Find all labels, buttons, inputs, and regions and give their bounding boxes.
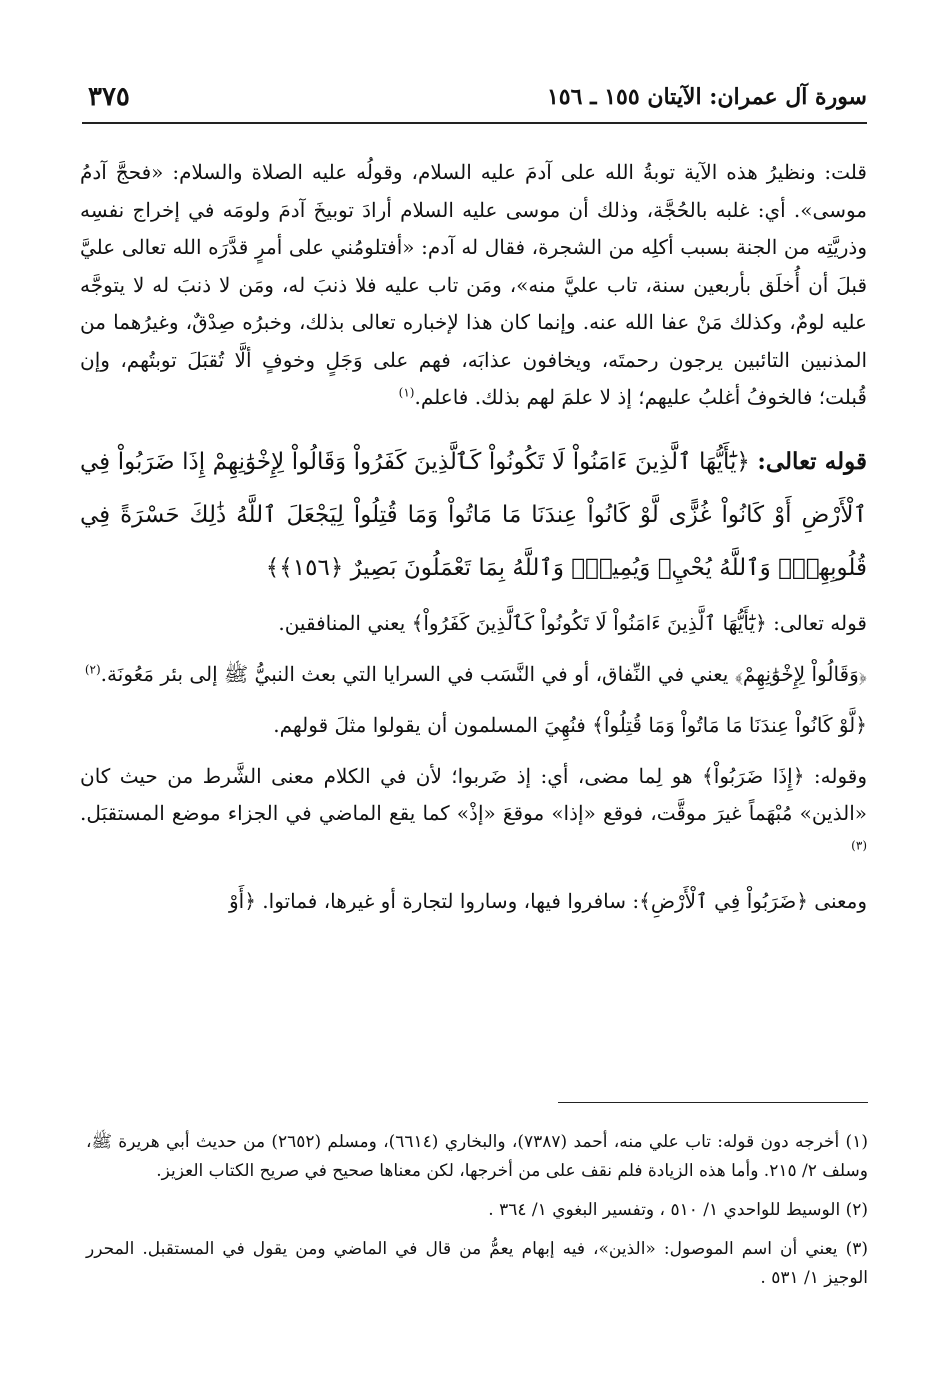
footnote-divider <box>558 1102 868 1103</box>
tafsir-paragraph-1: قوله تعالى: ﴿يَٰٓأَيُّهَا ٱلَّذِينَ ءَامَنُواْ لَا تَكُونُواْ كَٱلَّذِينَ كَفَرُواْ﴾ يعني المنافقين. <box>278 610 867 635</box>
page-number: ٣٧٥ <box>88 82 130 112</box>
footnote-ref-3: (٣) <box>851 837 867 852</box>
tafsir-paragraph-4: وقوله: ﴿إِذَا ضَرَبُواْ﴾ هو لِما مضى، أي: إذ ضَربوا؛ لأن في الكلام معنى الشَّرط من حيث كان «الذين» مُبْهَماً غيرَ موقَّت، فوقع «إذا» موقعَ «إذْ» كما يقع الماضي في الجزاء موضع المستقبَل.$^{(٣)}$ <box>80 763 867 852</box>
footnote-ref-2: (٢) <box>84 661 101 676</box>
verse-text: ﴿يَٰٓأَيُّهَا ٱلَّذِينَ ءَامَنُواْ لَا تَكُونُواْ كَٱلَّذِينَ كَفَرُواْ وَقَالُواْ لِإِخْوَٰنِهِمْ إِذَا ضَرَبُواْ فِي ٱلْأَرْضِ أَوْ كَانُواْ غُزًّى لَّوْ كَانُواْ عِندَنَا مَا مَاتُواْ وَمَا قُتِلُواْ لِيَجْعَلَ ٱللَّهُ ذَٰلِكَ حَسْرَةً فِي قُلُوبِهِمْۗ وَٱللَّهُ يُحْيِۦ وَيُمِيتُۗ وَٱللَّهُ بِمَا تَعْمَلُونَ بَصِيرٌ ﴿١٥٦﴾﴾ <box>80 448 867 581</box>
footnote-3: (٣) يعني أن اسم الموصول: «الذين»، فيه إبهام يعمُّ من قال في الماضي ومن يقول في المستقبل. المحرر الوجيز ١/ ٥٣١ . <box>86 1239 868 1288</box>
tafsir-paragraph-3: ﴿لَّوْ كَانُواْ عِندَنَا مَا مَاتُواْ وَمَا قُتِلُواْ﴾ فنُهِيَ المسلمون أن يقولوا مثلَ قولهم. <box>273 712 867 737</box>
main-text <box>80 154 867 920</box>
footnote-2: (٢) الوسيط للواحدي ١/ ٥١٠ ، وتفسير البغوي ١/ ٣٦٤ . <box>488 1200 868 1220</box>
footnotes <box>86 1128 868 1303</box>
footnote-ref-1: (١) <box>398 385 415 400</box>
commentary-text: قلت: ونظيرُ هذه الآية توبةُ الله على آدمَ عليه السلام، وقولُه عليه الصلاة والسلام: «فحجَّ آدمُ موسى». أي: غلبه بالحُجَّة، وذلك أن موسى عليه السلام أرادَ توبيخَ آدمَ ولومَه في إخراج نفسِه وذريَّتِه من الجنة بسبب أكلِه من الشجرة، فقال له آدم: «أفتلومُني على أمرٍ قدَّرَه الله تعالى عليَّ قبلَ أن أُخلَق بأربعين سنة، تاب عليَّ منه»، ومَن تاب عليه فلا ذنبَ له، ومَن لا ذنبَ له لا يتوجَّه عليه لومٌ، وكذلك مَنْ عفا الله عنه. وإنما كان هذا لإخباره تعالى بذلك، وخبرُه صِدْقٌ، وغيرُهما من المذنبين التائبين يرجون رحمتَه، ويخافون عذابَه، فهم على وَجَلٍ وخوفٍ ألَّا تُقبَلَ توبتُهم، وإن قُبلت؛ فالخوفُ أغلبُ عليهم؛ إذ لا علمَ لهم بذلك. فاعلم. <box>80 160 868 409</box>
running-header <box>82 82 867 124</box>
commentary-paragraph <box>80 154 867 417</box>
tafsir-paragraph-2: ﴿وَقَالُواْ لِإِخْوَٰنِهِمْ﴾ يعني في النِّفاق، أو في النَّسَب في السرايا التي بعث النبيُّ ﷺ إلى بئر مَعُونَة.$^{(٢)}$ <box>84 661 867 686</box>
footnote-1: (١) أخرجه دون قوله: تاب علي منه، أحمد (٧٣٨٧)، والبخاري (٦٦١٤)، ومسلم (٢٦٥٢) من حديث أبي هريرة ﷺ، وسلف ٢/ ٢١٥. وأما هذه الزيادة فلم نقف على من أخرجها، لكن معناها صحيح في صريح الكتاب العزيز. <box>86 1132 868 1181</box>
surah-header-title: سورة آل عمران: الآيتان ١٥٥ ـ ١٥٦ <box>546 84 867 110</box>
tafsir-paragraph-5: ومعنى ﴿ضَرَبُواْ فِي ٱلْأَرْضِ﴾: سافروا فيها، وساروا لتجارة أو غيرها، فماتوا. ﴿أَوْ <box>229 888 867 913</box>
quran-verse-block <box>80 435 867 595</box>
verse-lead: قوله تعالى: <box>757 447 868 475</box>
